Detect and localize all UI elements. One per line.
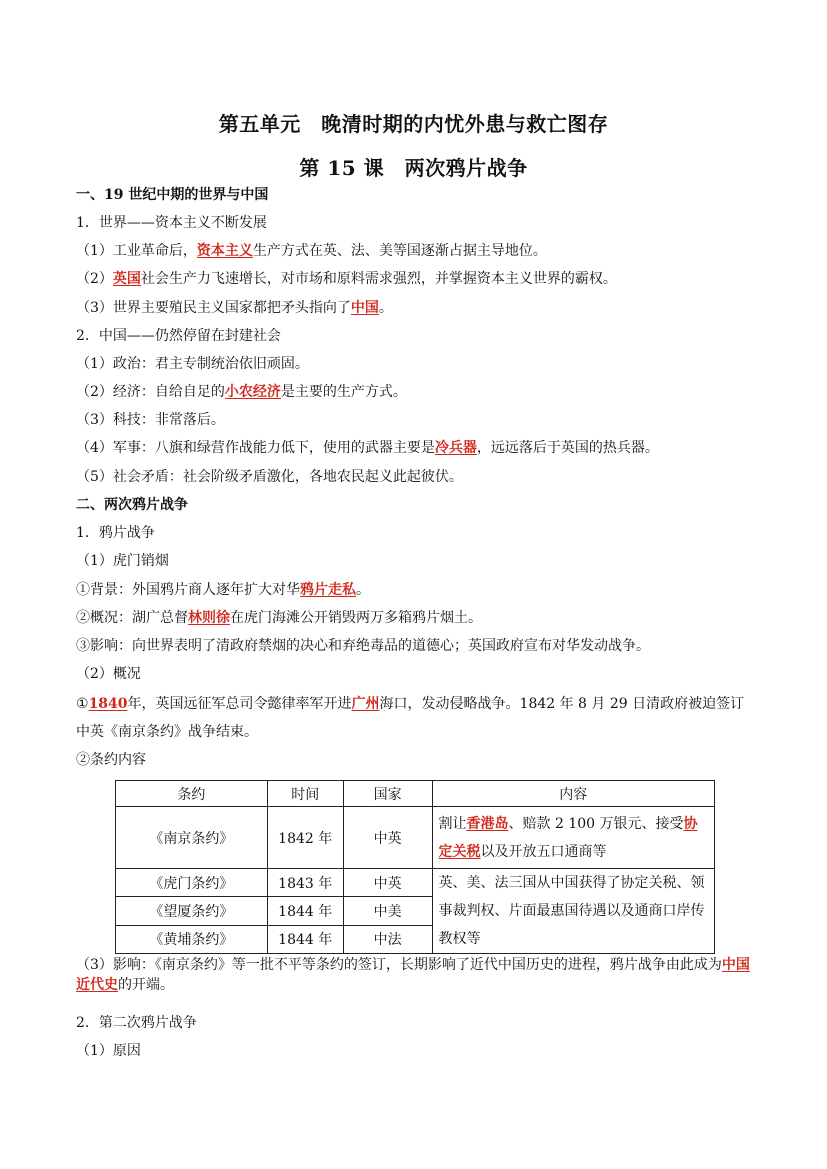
table-cell: 英、美、法三国从中国获得了协定关税、领事裁判权、片面最惠国待遇以及通商口岸传教权等 [432,869,714,954]
table-header: 条约 [116,781,268,807]
table-cell: 《南京条约》 [116,807,268,869]
table-row [116,869,715,897]
paragraph: ①1840年，英国远征军总司令懿律率军开进广州海口，发动侵略战争。1842 年 8 月 29 日清政府被迫签订 [76,696,745,712]
subheading-opium-war: 1．鸦片战争 [76,525,155,541]
subheading: （1）虎门销烟 [76,553,169,569]
keyword: 资本主义 [196,243,253,259]
subheading: （1）原因 [76,1043,141,1059]
table-header-row [116,781,715,807]
table-cell: 中英 [343,807,432,869]
table-cell: 1842 年 [267,807,343,869]
treaty-table [115,780,715,954]
paragraph: （2）经济：自给自足的小农经济是主要的生产方式。 [76,384,407,400]
table-cell: 中法 [343,925,432,953]
paragraph: （3）世界主要殖民主义国家都把矛头指向了中国。 [76,300,393,316]
keyword: 协定关税 [438,815,698,860]
subheading-china: 2．中国——仍然停留在封建社会 [76,328,281,344]
paragraph: （1）政治：君主专制统治依旧顽固。 [76,356,309,372]
table-cell: 《黄埔条约》 [116,925,268,953]
section-heading-2: 二、两次鸦片战争 [76,497,188,513]
keyword: 中国近代史 [76,957,750,993]
table-cell: 中英 [343,869,432,897]
paragraph: ②条约内容 [76,752,146,768]
keyword: 林则徐 [188,610,230,626]
keyword: 中国 [350,300,379,316]
table-header: 时间 [267,781,343,807]
keyword: 广州 [351,696,380,712]
keyword: 鸦片走私 [300,582,356,598]
paragraph: （1）工业革命后，资本主义生产方式在英、法、美等国逐渐占据主导地位。 [76,243,547,259]
subheading-world: 1．世界——资本主义不断发展 [76,215,267,231]
table-cell: 1844 年 [267,925,343,953]
paragraph: （3）科技：非常落后。 [76,412,225,428]
table-cell: 1844 年 [267,897,343,925]
table-row [116,807,715,869]
table-cell: 中美 [343,897,432,925]
table-cell: 《望厦条约》 [116,897,268,925]
unit-title: 第五单元 晚清时期的内忧外患与救亡图存 [218,112,609,136]
table-header: 国家 [343,781,432,807]
keyword: 香港岛 [466,815,509,832]
keyword: 小农经济 [224,384,281,400]
section-heading-1: 一、19 世纪中期的世界与中国 [76,187,269,203]
paragraph: ①背景：外国鸦片商人逐年扩大对华鸦片走私。 [76,582,370,598]
paragraph: （4）军事：八旗和绿营作战能力低下，使用的武器主要是冷兵器，远远落后于英国的热兵器。 [76,440,659,456]
table-cell: 割让香港岛、赔款 2 100 万银元、接受协定关税以及开放五口通商等 [432,807,714,869]
keyword: 1840 [88,696,128,712]
subheading-second-opium-war: 2．第二次鸦片战争 [76,1015,197,1031]
paragraph: 中英《南京条约》战争结束。 [76,724,258,740]
lesson-title: 第 15 课 两次鸦片战争 [299,156,528,180]
table-header: 内容 [432,781,714,807]
paragraph: （5）社会矛盾：社会阶级矛盾激化，各地农民起义此起彼伏。 [76,469,463,485]
table-cell: 1843 年 [267,869,343,897]
paragraph: （2）英国社会生产力飞速增长，对市场和原料需求强烈，并掌握资本主义世界的霸权。 [76,271,617,287]
paragraph: （3）影响：《南京条约》等一批不平等条约的签订，长期影响了近代中国历史的进程，鸦片战争由此成为中国近代史的开端。 [76,957,750,993]
subheading: （2）概况 [76,666,141,682]
keyword: 英国 [112,271,141,287]
table-cell: 《虎门条约》 [116,869,268,897]
paragraph: ③影响：向世界表明了清政府禁烟的决心和弃绝毒品的道德心；英国政府宣布对华发动战争。 [76,638,650,654]
keyword: 冷兵器 [434,440,477,456]
paragraph: ②概况：湖广总督林则徐在虎门海滩公开销毁两万多箱鸦片烟土。 [76,610,482,626]
